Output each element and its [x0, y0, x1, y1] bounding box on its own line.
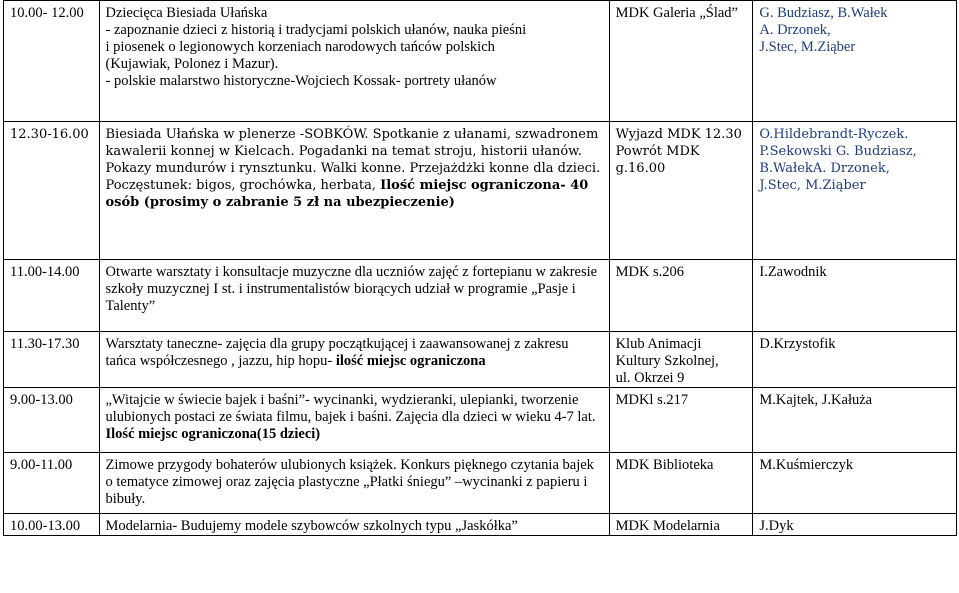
limit-notice: Ilość miejsc ograniczona- 40 osób (prosimy o zabranie 5 zł na ubezpieczenie) — [105, 178, 589, 210]
description-cell — [99, 453, 609, 514]
table-row — [4, 514, 957, 536]
description-text: Biesiada Ułańska w plenerze -SOBKÓW. Spotkanie z ułanami, szwadronem kawalerii konnej w Kielcach. Pogadanki na temat stroju, historii ułanów. Pokazy mundurów i rynsztunku. Walki konne. Przejażdżki konne dla dzieci. Poczęstunek: bigos, grochówka, herbata, — [105, 127, 601, 193]
place-text: MDK s.206 — [615, 264, 685, 280]
description-cell — [99, 1, 609, 122]
place-cell — [609, 388, 753, 453]
table-row — [4, 260, 957, 332]
time-text: 9.00-11.00 — [10, 457, 73, 473]
time-text: 11.30-17.30 — [10, 336, 80, 352]
time-cell — [4, 260, 100, 332]
staff-text: J.Dyk — [759, 518, 794, 534]
place-text: MDK Modelarnia — [615, 518, 720, 534]
staff-cell — [753, 122, 957, 260]
staff-cell — [753, 514, 957, 536]
table-row — [4, 1, 957, 122]
time-cell — [4, 1, 100, 122]
description-text: „Witajcie w świecie bajek i baśni”- wycinanki, wydzieranki, ulepianki, tworzenie ulubionych postaci ze świata filmu, bajek i baśni. Zajęcia dla dzieci w wieku 4-7 lat. — [105, 392, 596, 425]
staff-cell — [753, 453, 957, 514]
place-text: MDKl s.217 — [615, 392, 689, 408]
place-cell — [609, 1, 753, 122]
place-line: Kultury Szkolnej, — [615, 353, 719, 369]
description-text: Otwarte warsztaty i konsultacje muzyczne dla uczniów zajęć z fortepianu w zakresie szkoły muzycznej I st. i instrumentalistów biorących udział w programie „Pasje i Talenty” — [105, 264, 598, 314]
description-line: i piosenek o legionowych korzeniach narodowych tańców polskich — [105, 39, 495, 55]
staff-line: G. Budziasz, B.Wałek — [759, 5, 888, 21]
time-cell — [4, 514, 100, 536]
time-cell — [4, 122, 100, 260]
description-cell — [99, 332, 609, 388]
staff-line: J.Stec, M.Ziąber — [759, 39, 856, 55]
description-text: Modelarnia- Budujemy modele szybowców szkolnych typu „Jaskółka” — [105, 518, 518, 534]
time-cell — [4, 332, 100, 388]
staff-text: I.Zawodnik — [759, 264, 827, 280]
staff-cell — [753, 1, 957, 122]
description-cell — [99, 122, 609, 260]
description-cell — [99, 514, 609, 536]
limit-notice: Ilość miejsc ograniczona(15 dzieci) — [105, 426, 321, 442]
staff-line: A. Drzonek, — [759, 22, 831, 38]
schedule-table — [3, 0, 957, 536]
description-line: - zapoznanie dzieci z historią i tradycjami polskich ułanów, nauka pieśni — [105, 22, 527, 38]
place-text: MDK Biblioteka — [615, 457, 714, 473]
staff-text: D.Krzystofik — [759, 336, 836, 352]
place-cell — [609, 332, 753, 388]
table-row — [4, 332, 957, 388]
description-cell — [99, 260, 609, 332]
time-text: 11.00-14.00 — [10, 264, 80, 280]
time-text: 10.00-13.00 — [10, 518, 81, 534]
staff-line: B.WałekA. Drzonek, — [759, 161, 890, 176]
staff-text: M.Kuśmierczyk — [759, 457, 854, 473]
place-cell — [609, 260, 753, 332]
time-text: 12.30-16.00 — [10, 127, 89, 142]
description-text: Zimowe przygody bohaterów ulubionych książek. Konkurs pięknego czytania bajek o tematyce zimowej oraz zajęcia plastyczne „Płatki śniegu” –wycinanki z papieru i bibuły. — [105, 457, 594, 507]
place-line: Wyjazd MDK 12.30 — [615, 127, 742, 142]
staff-text: M.Kajtek, J.Kałuża — [759, 392, 873, 408]
table-row — [4, 453, 957, 514]
description-line: - polskie malarstwo historyczne-Wojciech Kossak- portrety ułanów — [105, 73, 497, 89]
time-cell — [4, 388, 100, 453]
description-text: Warsztaty taneczne- zajęcia dla grupy początkującej i zaawansowanej z zakresu tańca współczesnego , jazzu, hip hopu- — [105, 336, 569, 369]
staff-cell — [753, 388, 957, 453]
place-line: Powrót MDK g.16.00 — [615, 144, 700, 176]
staff-line: P.Sekowski G. Budziasz, — [759, 144, 917, 159]
staff-line: J.Stec, M.Ziąber — [759, 178, 866, 193]
time-text: 10.00- 12.00 — [10, 5, 84, 21]
description-line: (Kujawiak, Polonez i Mazur). — [105, 56, 279, 72]
place-cell — [609, 514, 753, 536]
place-line: ul. Okrzei 9 — [615, 370, 685, 386]
table-row — [4, 388, 957, 453]
staff-cell — [753, 332, 957, 388]
time-text: 9.00-13.00 — [10, 392, 73, 408]
place-cell — [609, 122, 753, 260]
limit-notice: ilość miejsc ograniczona — [335, 353, 486, 369]
staff-cell — [753, 260, 957, 332]
staff-line: O.Hildebrandt-Ryczek. — [759, 127, 909, 142]
place-text: MDK Galeria „Ślad” — [615, 5, 738, 21]
place-cell — [609, 453, 753, 514]
table-row — [4, 122, 957, 260]
time-cell — [4, 453, 100, 514]
description-cell — [99, 388, 609, 453]
place-line: Klub Animacji — [615, 336, 702, 352]
event-title: Dziecięca Biesiada Ułańska — [105, 5, 268, 21]
